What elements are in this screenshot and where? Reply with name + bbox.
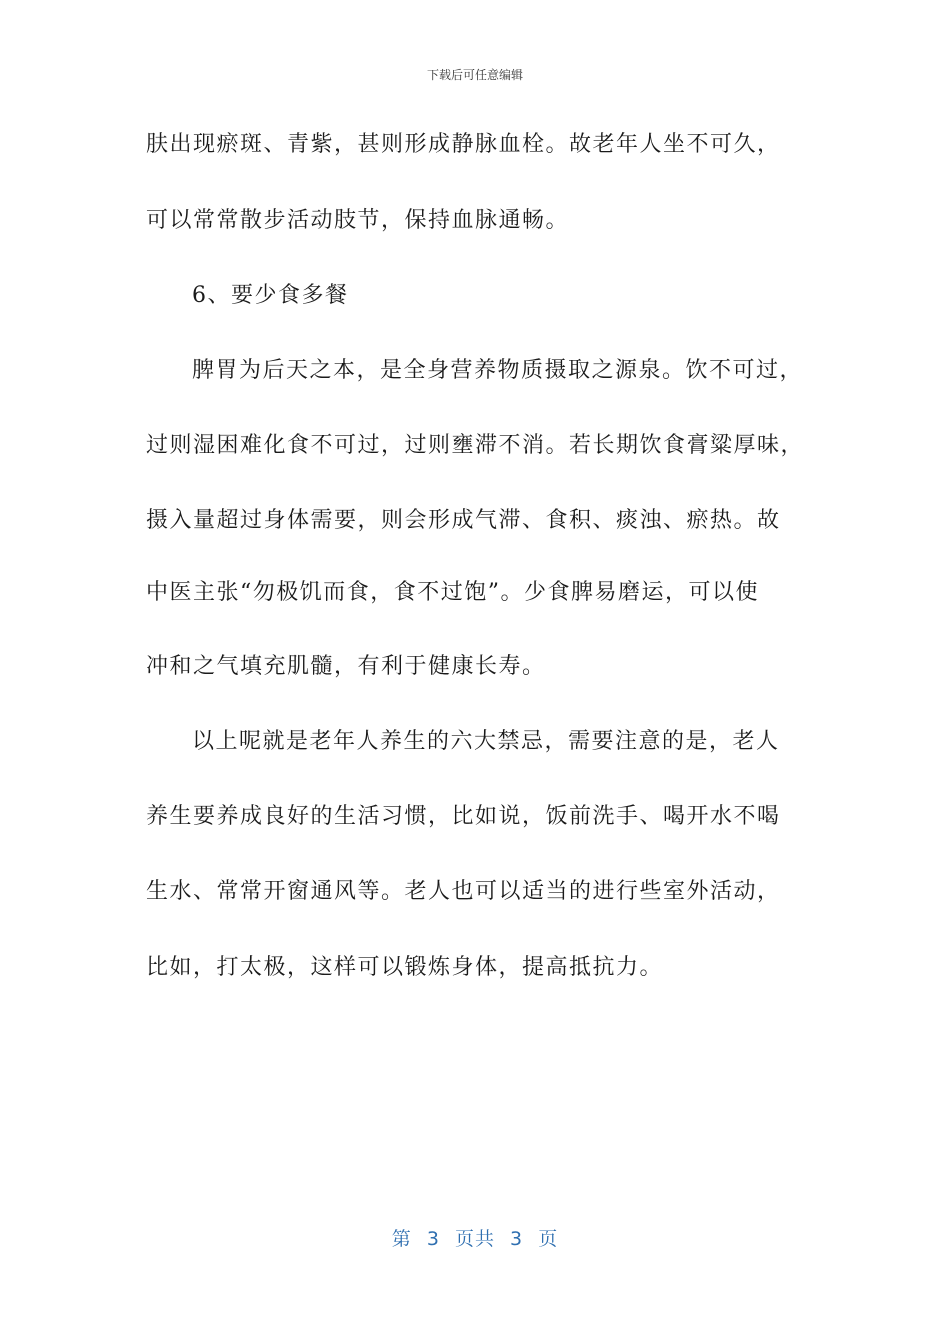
footer-page-number: 3 [426, 1228, 440, 1250]
paragraph-line: 肤出现瘀斑、青紫，甚则形成静脉血栓。故老年人坐不可久， [146, 132, 781, 157]
paragraph-line: 中医主张“勿极饥而食，食不过饱”。少食脾易磨运，可以使 [146, 580, 759, 605]
paragraph-line: 可以常常散步活动肢节，保持血脉通畅。 [146, 208, 570, 233]
paragraph-line: 以上呢就是老年人养生的六大禁忌，需要注意的是，老人 [192, 729, 780, 754]
footer-total-pages: 3 [510, 1228, 524, 1250]
section-heading: 6、要少食多餐 [192, 283, 349, 308]
paragraph-line: 冲和之气填充肌髓，有利于健康长寿。 [146, 654, 546, 679]
footer-label-of: 页共 [454, 1228, 495, 1250]
paragraph-line: 过则湿困难化食不可过，过则壅滞不消。若长期饮食膏粱厚味， [146, 433, 805, 458]
paragraph-line: 养生要养成良好的生活习惯，比如说，饭前洗手、喝开水不喝 [146, 804, 781, 829]
page-header: 下载后可任意编辑 [426, 68, 523, 82]
paragraph-line: 摄入量超过身体需要，则会形成气滞、食积、痰浊、瘀热。故 [146, 508, 781, 533]
paragraph-line: 比如，打太极，这样可以锻炼身体，提高抵抗力。 [146, 955, 664, 980]
paragraph-line: 生水、常常开窗通风等。老人也可以适当的进行些室外活动， [146, 879, 781, 904]
paragraph-line: 脾胃为后天之本，是全身营养物质摄取之源泉。饮不可过， [192, 358, 804, 383]
page-footer [0, 1224, 950, 1251]
footer-label-end: 页 [538, 1228, 559, 1250]
footer-label-page: 第 [391, 1228, 412, 1250]
